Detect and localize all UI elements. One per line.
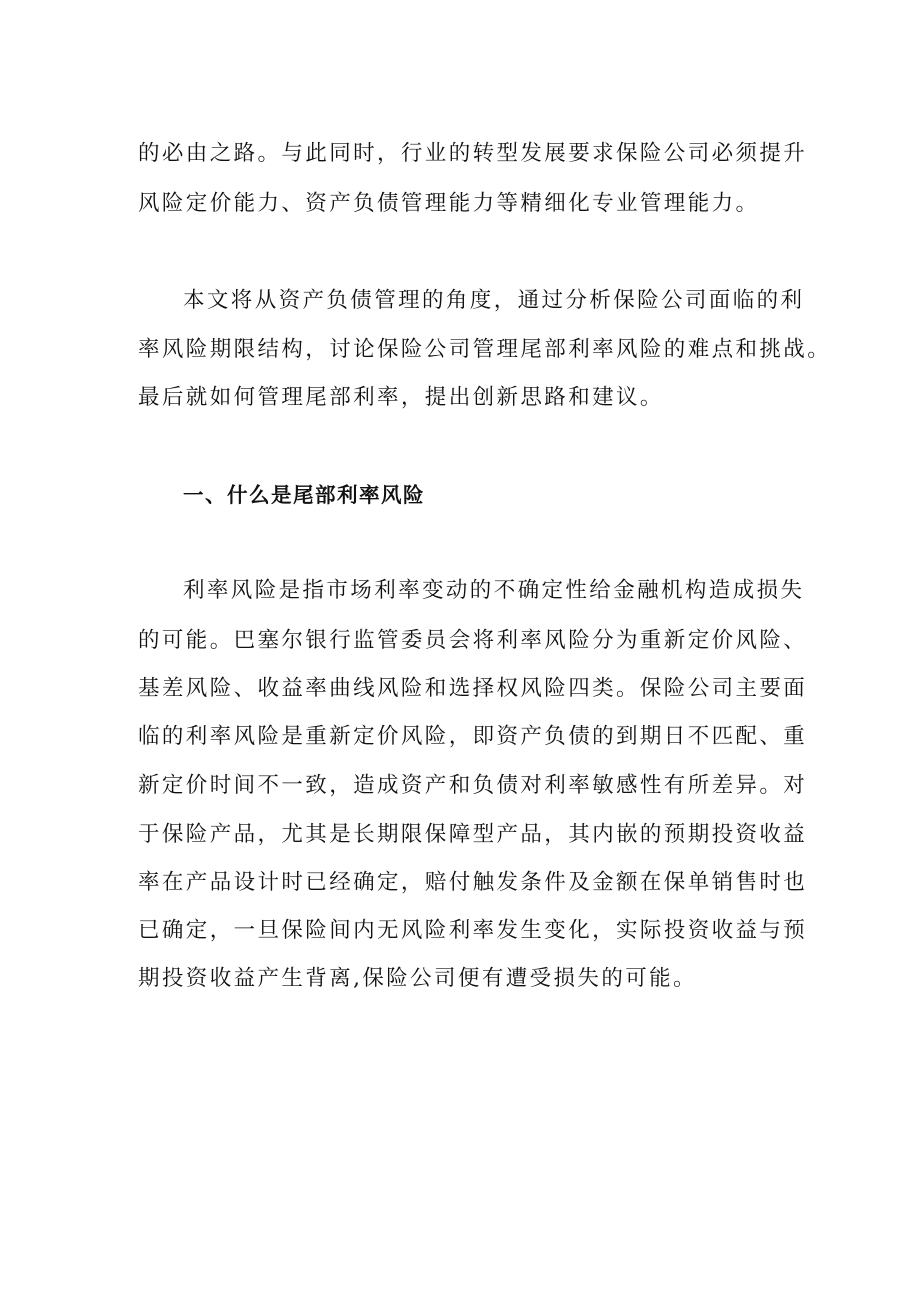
paragraph-3-line-7: 率在产品设计时已经确定，赔付触发条件及金额在保单销售时也 — [138, 870, 808, 895]
paragraph-3-line-2: 的可能。巴塞尔银行监管委员会将利率风险分为重新定价风险、 — [138, 628, 808, 653]
paragraph-1-line-2: 风险定价能力、资产负债管理能力等精细化专业管理能力。 — [138, 191, 760, 216]
paragraph-3-line-4: 临的利率风险是重新定价风险，即资产负债的到期日不匹配、重 — [138, 724, 808, 749]
paragraph-3-line-8: 已确定，一旦保险间内无风险利率发生变化，实际投资收益与预 — [138, 918, 808, 943]
paragraph-3-line-3: 基差风险、收益率曲线风险和选择权风险四类。保险公司主要面 — [138, 676, 808, 701]
paragraph-2-line-3: 最后就如何管理尾部利率，提出创新思路和建议。 — [138, 385, 664, 410]
paragraph-2-line-2: 率风险期限结构，讨论保险公司管理尾部利率风险的难点和挑战。 — [138, 337, 832, 362]
paragraph-3-line-9: 期投资收益产生背离,保险公司便有遭受损失的可能。 — [138, 966, 697, 991]
paragraph-3-line-1: 利率风险是指市场利率变动的不确定性给金融机构造成损失 — [183, 578, 805, 603]
paragraph-1-line-1: 的必由之路。与此同时，行业的转型发展要求保险公司必须提升 — [138, 141, 808, 166]
paragraph-2-line-1: 本文将从资产负债管理的角度，通过分析保险公司面临的利 — [183, 288, 805, 313]
paragraph-3-line-6: 于保险产品，尤其是长期限保障型产品，其内嵌的预期投资收益 — [138, 822, 808, 847]
paragraph-3-line-5: 新定价时间不一致，造成资产和负债对利率敏感性有所差异。对 — [138, 773, 808, 798]
section-heading: 一、什么是尾部利率风险 — [183, 483, 425, 507]
